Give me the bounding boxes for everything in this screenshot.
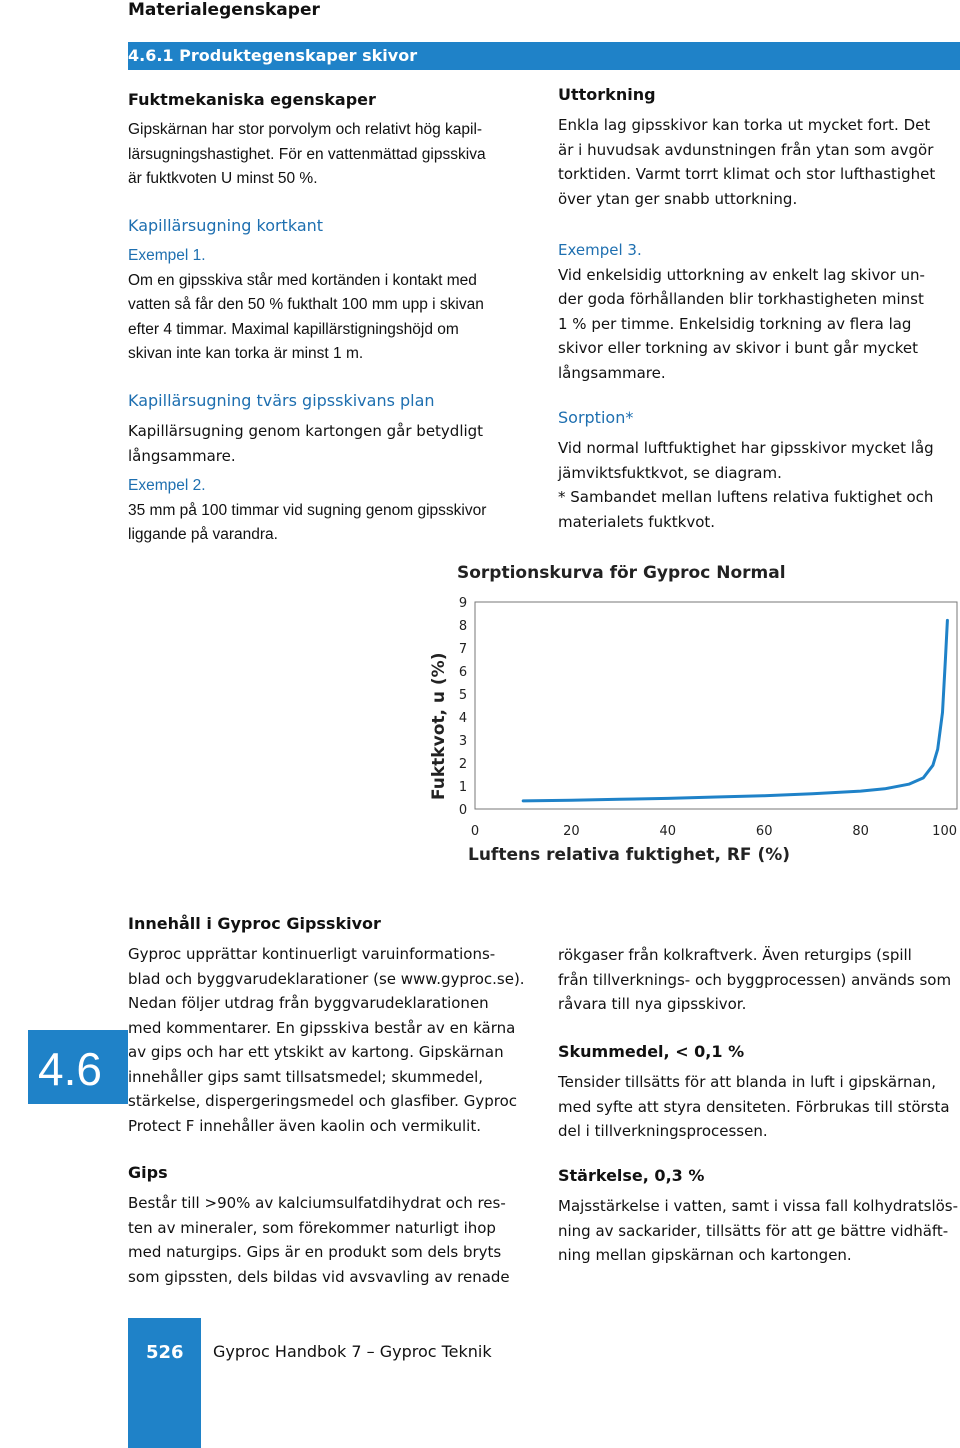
text-line: lärsugningshastighet. För en vattenmättad gipsskiva	[128, 145, 486, 163]
gips-heading: Gips	[128, 1163, 168, 1182]
x-tick-label: 0	[470, 824, 480, 839]
plot-area	[475, 602, 957, 809]
ex2-label: Exempel 2.	[128, 477, 206, 494]
y-tick-label: 5	[458, 688, 468, 703]
text-line: Protect F innehåller även kaolin och vermikulit.	[128, 1116, 481, 1135]
text-line: stärkelse, dispergeringsmedel och glasfiber. Gyproc	[128, 1092, 517, 1110]
text-line: innehåller gips samt tillsatsmedel; skummedel,	[128, 1067, 484, 1086]
innehall-heading: Innehåll i Gyproc Gipsskivor	[128, 914, 381, 933]
text-line: med syfte att styra densiteten. Förbrukas till största	[558, 1097, 950, 1116]
kap-kort-heading: Kapillärsugning kortkant	[128, 216, 324, 235]
skum-heading: Skummedel, < 0,1 %	[558, 1042, 745, 1061]
text-line: der goda förhållanden blir torkhastigheten minst	[558, 290, 924, 308]
text-line: 1 % per timme. Enkelsidig torkning av flera lag	[558, 314, 912, 333]
y-tick-label: 4	[458, 711, 468, 726]
page-number: 526	[146, 1342, 184, 1363]
text-line: efter 4 timmar. Maximal kapillärstigningshöjd om	[128, 320, 459, 338]
text-line: från tillverknings- och byggprocessen) används som	[558, 970, 952, 989]
text-line: Om en gipsskiva står med kortänden i kontakt med	[128, 271, 477, 289]
chapter-tab-label: 4.6	[38, 1043, 102, 1095]
y-tick-label: 3	[458, 734, 468, 749]
text-line: Majsstärkelse i vatten, samt i vissa fall kolhydratslös-	[558, 1197, 959, 1215]
text-line: Kapillärsugning genom kartongen går betydligt	[128, 422, 484, 440]
section-title: 4.6.1 Produktegenskaper skivor	[128, 46, 418, 65]
uttorkning-block	[558, 85, 958, 211]
text-line: med naturgips. Gips är en produkt som dels bryts	[128, 1243, 502, 1261]
y-tick-label: 7	[458, 642, 468, 657]
fukt-block	[128, 90, 533, 192]
page-number-box	[128, 1318, 201, 1448]
text-line: ten av mineraler, som förekommer naturligt ihop	[128, 1218, 496, 1237]
skum-block	[558, 1042, 958, 1144]
sorption-chart	[400, 585, 960, 870]
text-line: ning av sackarider, tillsätts för att ge bättre vidhäft-	[558, 1221, 949, 1240]
ex3-block	[558, 238, 958, 385]
section-bar	[128, 42, 960, 70]
sorption-block	[558, 408, 958, 534]
text-line: skivan inte kan torka är minst 1 m.	[128, 345, 364, 362]
kap-kort-block	[128, 216, 533, 367]
text-line: som gipssten, dels bildas vid avsvavling av renade	[128, 1267, 510, 1286]
cont-block	[558, 943, 958, 1017]
footer-title: Gyproc Handbok 7 – Gyproc Teknik	[213, 1342, 492, 1361]
text-line: råvara till nya gipsskivor.	[558, 995, 747, 1013]
text-line: med kommentarer. En gipsskiva består av en kärna	[128, 1018, 516, 1037]
text-line: Består till >90% av kalciumsulfatdihydrat och res-	[128, 1194, 506, 1212]
page-header: Materialegenskaper	[128, 0, 320, 20]
fukt-heading: Fuktmekaniska egenskaper	[128, 90, 376, 109]
chart-title: Sorptionskurva för Gyproc Normal	[457, 563, 786, 583]
text-line: Enkla lag gipsskivor kan torka ut mycket fort. Det	[558, 116, 931, 134]
text-line: blad och byggvarudeklarationer (se www.gyproc.se).	[128, 969, 525, 988]
text-line: Tensider tillsätts för att blanda in luft i gipskärnan,	[558, 1073, 936, 1091]
y-tick-label: 0	[458, 803, 468, 818]
text-line: Gyproc upprättar kontinuerligt varuinformations-	[128, 945, 496, 963]
text-line: vatten så får den 50 % fukthalt 100 mm upp i skivan	[128, 296, 484, 313]
x-tick-label: 60	[755, 824, 773, 839]
text-line: materialets fuktkvot.	[558, 512, 716, 531]
kap-tvars-heading: Kapillärsugning tvärs gipsskivans plan	[128, 391, 435, 410]
x-tick-label: 100	[932, 824, 957, 839]
kap-tvars-block	[128, 391, 533, 548]
uttorkning-heading: Uttorkning	[558, 85, 656, 104]
text-line: Vid enkelsidig uttorkning av enkelt lag skivor un-	[558, 265, 925, 284]
y-ticks	[459, 596, 467, 818]
text-line: ning mellan gipskärnan och kartongen.	[558, 1246, 852, 1264]
text-line: är fuktkvoten U minst 50 %.	[128, 170, 318, 187]
y-tick-label: 9	[458, 596, 468, 611]
text-line: jämviktsfuktkvot, se diagram.	[558, 463, 782, 482]
ex1-label: Exempel 1.	[128, 247, 206, 264]
text-line: Vid normal luftfuktighet har gipsskivor mycket låg	[558, 439, 934, 457]
stark-heading: Stärkelse, 0,3 %	[558, 1166, 705, 1185]
y-tick-label: 2	[458, 757, 468, 772]
y-tick-label: 6	[458, 665, 468, 680]
text-line: 35 mm på 100 timmar vid sugning genom gipsskivor	[128, 501, 487, 519]
y-axis-label: Fuktkvot, u (%)	[429, 652, 449, 800]
text-line: Gipskärnan har stor porvolym och relativt hög kapil-	[128, 121, 483, 138]
x-tick-label: 20	[563, 824, 580, 839]
text-line: del i tillverkningsprocessen.	[558, 1122, 768, 1140]
text-line: långsammare.	[128, 446, 236, 465]
text-line: över ytan ger snabb uttorkning.	[558, 189, 798, 208]
x-ticks	[471, 824, 957, 839]
text-line: liggande på varandra.	[128, 526, 278, 543]
text-line: rökgaser från kolkraftverk. Även returgips (spill	[558, 946, 912, 964]
x-axis-label: Luftens relativa fuktighet, RF (%)	[468, 845, 791, 865]
text-line: skivor eller torkning av skivor i bunt går mycket	[558, 339, 919, 357]
stark-block	[558, 1166, 958, 1268]
x-tick-label: 40	[659, 824, 677, 839]
sorption-heading: Sorption*	[558, 408, 634, 427]
text-line: torktiden. Varmt torrt klimat och stor lufthastighet	[558, 165, 936, 183]
gips-block	[128, 1163, 533, 1289]
fukt-text	[128, 118, 533, 192]
text-line: Nedan följer utdrag från byggvarudeklarationen	[128, 994, 489, 1012]
chapter-tab	[28, 1030, 128, 1104]
text-line: av gips och har ett ytskikt av kartong. Gipskärnan	[128, 1043, 504, 1061]
y-tick-label: 8	[458, 619, 468, 634]
innehall-block	[128, 914, 533, 1138]
ex3-label: Exempel 3.	[558, 241, 642, 259]
y-tick-label: 1	[458, 780, 468, 795]
x-tick-label: 80	[852, 824, 869, 839]
text-line: * Sambandet mellan luftens relativa fuktighet och	[558, 488, 934, 506]
text-line: är i huvudsak avdunstningen från ytan som avgör	[558, 140, 934, 159]
text-line: långsammare.	[558, 363, 666, 382]
